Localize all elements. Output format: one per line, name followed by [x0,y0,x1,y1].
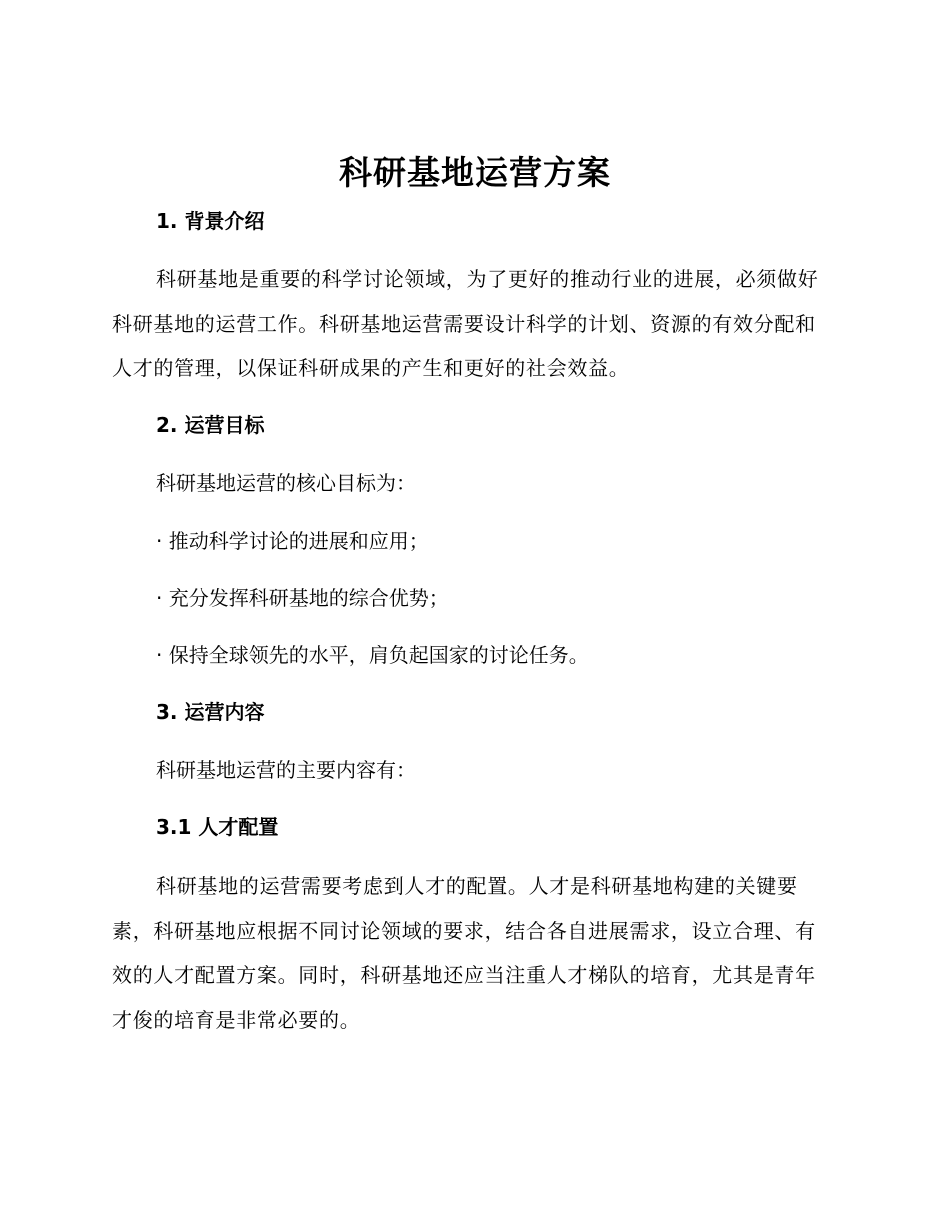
paragraph-talent: 科研基地的运营需要考虑到人才的配置。人才是科研基地构建的关键要素，科研基地应根据不同讨论领域的要求，结合各自进展需求，设立合理、有效的人才配置方案。同时，科研基地还应当注重人才梯队的培育，尤其是青年才俊的培育是非常必要的。 [112,874,816,1032]
goal-bullet-item: · 推动科学讨论的进展和应用； [156,529,429,553]
subsection-heading-talent: 3.1 人才配置 [156,815,279,839]
document-title: 科研基地运营方案 [339,153,611,192]
goal-bullet-item: · 保持全球领先的水平，肩负起国家的讨论任务。 [156,643,589,667]
content-intro: 科研基地运营的主要内容有： [156,758,416,782]
section-heading-content: 3. 运营内容 [156,700,265,724]
goal-bullet-item: · 充分发挥科研基地的综合优势； [156,586,449,610]
section-heading-goals: 2. 运营目标 [156,413,265,437]
goals-intro: 科研基地运营的核心目标为： [156,471,416,495]
section-heading-background: 1. 背景介绍 [156,209,265,233]
paragraph-background: 科研基地是重要的科学讨论领域，为了更好的推动行业的进展，必须做好科研基地的运营工作。科研基地运营需要设计科学的计划、资源的有效分配和人才的管理，以保证科研成果的产生和更好的社会效益。 [112,267,819,380]
